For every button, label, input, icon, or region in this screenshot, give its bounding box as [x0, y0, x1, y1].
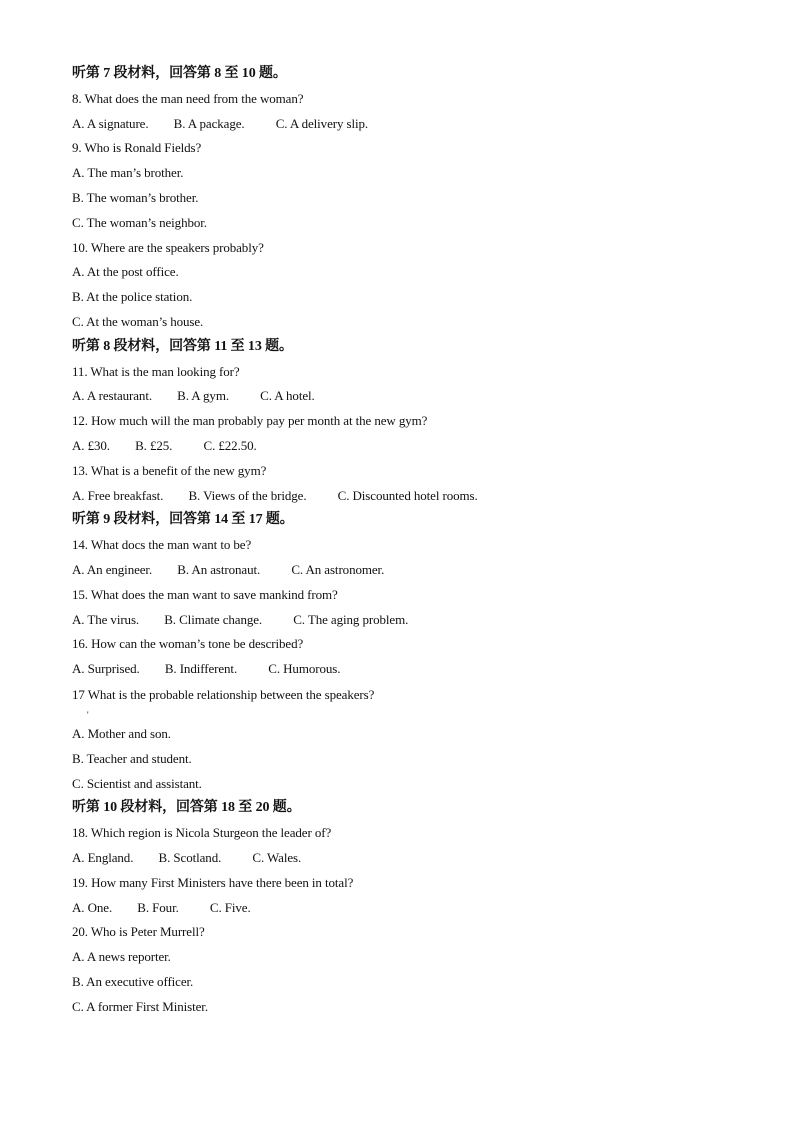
- section-header-10: 听第 10 段材料，回答第 18 至 20 题。: [72, 800, 301, 816]
- options-8: [72, 112, 732, 137]
- option-15a: A. The virus.: [72, 611, 140, 627]
- question-15: 15. What does the man want to save mankind from?: [72, 586, 338, 602]
- option-17c: C. Scientist and assistant.: [72, 775, 202, 791]
- question-16: 16. How can the woman’s tone be described?: [72, 636, 304, 652]
- option-12a: A. £30.: [72, 437, 110, 453]
- option-9b: B. The woman’s brother.: [72, 189, 199, 205]
- option-18a: A. England.: [72, 849, 134, 865]
- section-header-9: 听第 9 段材料，回答第 14 至 17 题。: [72, 512, 294, 528]
- option-18b: B. Scotland.: [158, 849, 222, 865]
- option-17b: B. Teacher and student.: [72, 750, 192, 766]
- option-12b: B. £25.: [135, 437, 173, 453]
- options-19: [72, 896, 732, 921]
- option-11c: C. A hotel.: [260, 388, 315, 404]
- options-13: [72, 484, 732, 509]
- option-13b: B. Views of the bridge.: [188, 487, 307, 503]
- exam-page: [72, 62, 732, 1019]
- stray-mark: ': [87, 709, 89, 720]
- option-13a: A. Free breakfast.: [72, 487, 164, 503]
- option-9a: A. The man’s brother.: [72, 165, 184, 181]
- options-18: [72, 846, 732, 871]
- option-13c: C. Discounted hotel rooms.: [337, 487, 478, 503]
- question-19: 19. How many First Ministers have there been in total?: [72, 874, 354, 890]
- options-15: [72, 608, 732, 633]
- question-10: 10. Where are the speakers probably?: [72, 239, 264, 255]
- question-17: 17 What is the probable relationship between the speakers?: [72, 686, 375, 702]
- section-header-8: 听第 8 段材料，回答第 11 至 13 题。: [72, 338, 293, 354]
- option-8b: B. A package.: [173, 115, 245, 131]
- option-15c: C. The aging problem.: [293, 611, 409, 627]
- option-16a: A. Surprised.: [72, 661, 140, 677]
- option-16c: C. Humorous.: [268, 661, 341, 677]
- option-8c: C. A delivery slip.: [275, 115, 369, 131]
- options-11: [72, 384, 732, 409]
- options-14: [72, 558, 732, 583]
- option-20b: B. An executive officer.: [72, 973, 194, 989]
- option-14c: C. An astronomer.: [291, 561, 385, 577]
- option-12c: C. £22.50.: [203, 437, 257, 453]
- question-14: 14. What docs the man want to be?: [72, 537, 252, 553]
- question-9: 9. Who is Ronald Fields?: [72, 140, 202, 156]
- question-20: 20. Who is Peter Murrell?: [72, 924, 205, 940]
- option-11a: A. A restaurant.: [72, 388, 152, 404]
- option-10b: B. At the police station.: [72, 289, 193, 305]
- option-9c: C. The woman’s neighbor.: [72, 214, 207, 230]
- question-8: 8. What does the man need from the woman?: [72, 90, 304, 106]
- option-17a: A. Mother and son.: [72, 725, 171, 741]
- options-12: [72, 434, 732, 459]
- question-11: 11. What is the man looking for?: [72, 363, 240, 379]
- question-13: 13. What is a benefit of the new gym?: [72, 462, 267, 478]
- options-16: [72, 657, 732, 682]
- question-12: 12. How much will the man probably pay per month at the new gym?: [72, 413, 428, 429]
- option-20c: C. A former First Minister.: [72, 998, 208, 1014]
- option-15b: B. Climate change.: [164, 611, 263, 627]
- question-18: 18. Which region is Nicola Sturgeon the leader of?: [72, 825, 332, 841]
- option-14b: B. An astronaut.: [177, 561, 261, 577]
- option-19c: C. Five.: [209, 899, 251, 915]
- option-20a: A. A news reporter.: [72, 949, 171, 965]
- option-18c: C. Wales.: [252, 849, 302, 865]
- section-header-7: 听第 7 段材料，回答第 8 至 10 题。: [72, 66, 287, 81]
- option-19a: A. One.: [72, 899, 113, 915]
- option-11b: B. A gym.: [177, 388, 229, 404]
- option-10c: C. At the woman’s house.: [72, 313, 204, 329]
- option-8a: A. A signature.: [72, 115, 149, 131]
- option-14a: A. An engineer.: [72, 561, 153, 577]
- option-19b: B. Four.: [137, 899, 179, 915]
- option-10a: A. At the post office.: [72, 264, 179, 280]
- option-16b: B. Indifferent.: [164, 661, 238, 677]
